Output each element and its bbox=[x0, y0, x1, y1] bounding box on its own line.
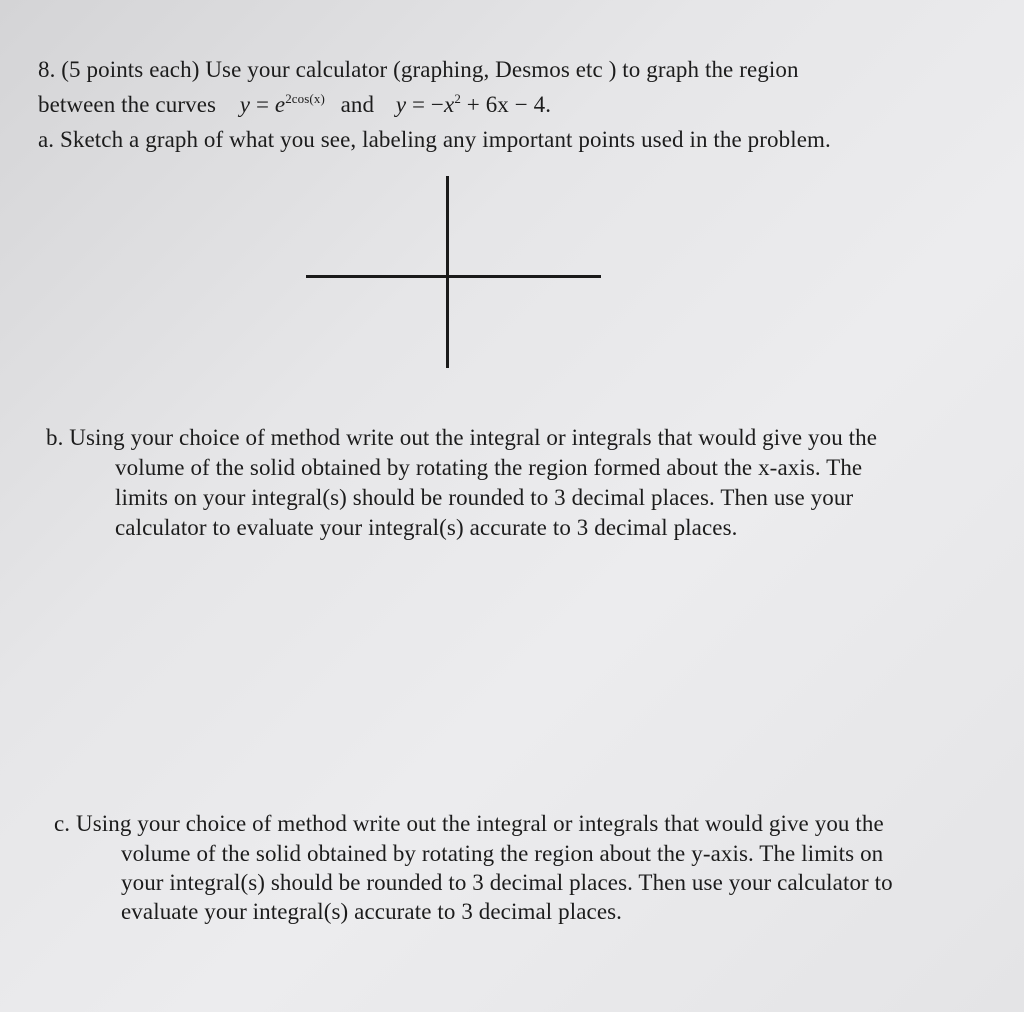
part-a-text: a. Sketch a graph of what you see, labeling any important points used in the problem. bbox=[38, 127, 831, 152]
part-c-line-1: c. Using your choice of method write out the integral or integrals that would give you the bbox=[54, 811, 884, 836]
part-c-line-4: evaluate your integral(s) accurate to 3 decimal places. bbox=[121, 899, 623, 924]
part-b-line-3: limits on your integral(s) should be rounded to 3 decimal places. Then use your bbox=[115, 485, 854, 510]
problem-curves-line bbox=[38, 92, 551, 118]
curves-intro-text: between the curves bbox=[38, 92, 217, 117]
curve2-equals: = bbox=[406, 92, 431, 117]
curve1-lhs: y bbox=[239, 92, 251, 117]
and-word: and bbox=[340, 92, 375, 117]
curve2-lhs: y bbox=[395, 92, 407, 117]
curve1-base: e bbox=[274, 92, 286, 117]
curve2-var: x bbox=[444, 92, 455, 117]
part-b-line-4: calculator to evaluate your integral(s) accurate to 3 decimal places. bbox=[115, 515, 738, 540]
part-c-line-3: your integral(s) should be rounded to 3 decimal places. Then use your calculator to bbox=[121, 870, 893, 895]
problem-header bbox=[38, 57, 799, 83]
part-c-line-2: volume of the solid obtained by rotating the region about the y-axis. The limits on bbox=[121, 841, 884, 866]
curve2-rest: + 6x − 4. bbox=[460, 92, 552, 117]
x-axis-line bbox=[306, 275, 601, 278]
part-b-line-2: volume of the solid obtained by rotating the region formed about the x-axis. The bbox=[115, 455, 863, 480]
curve2-exponent: 2 bbox=[454, 91, 461, 106]
part-b-line-1: b. Using your choice of method write out the integral or integrals that would give you the bbox=[46, 425, 878, 450]
problem-header-text: 8. (5 points each) Use your calculator (graphing, Desmos etc ) to graph the region bbox=[38, 57, 799, 82]
curve1-exponent: 2cos(x) bbox=[285, 91, 325, 106]
curve1-equals: = bbox=[250, 92, 275, 117]
y-axis-line bbox=[446, 176, 449, 368]
curve2-minus: − bbox=[430, 92, 444, 117]
